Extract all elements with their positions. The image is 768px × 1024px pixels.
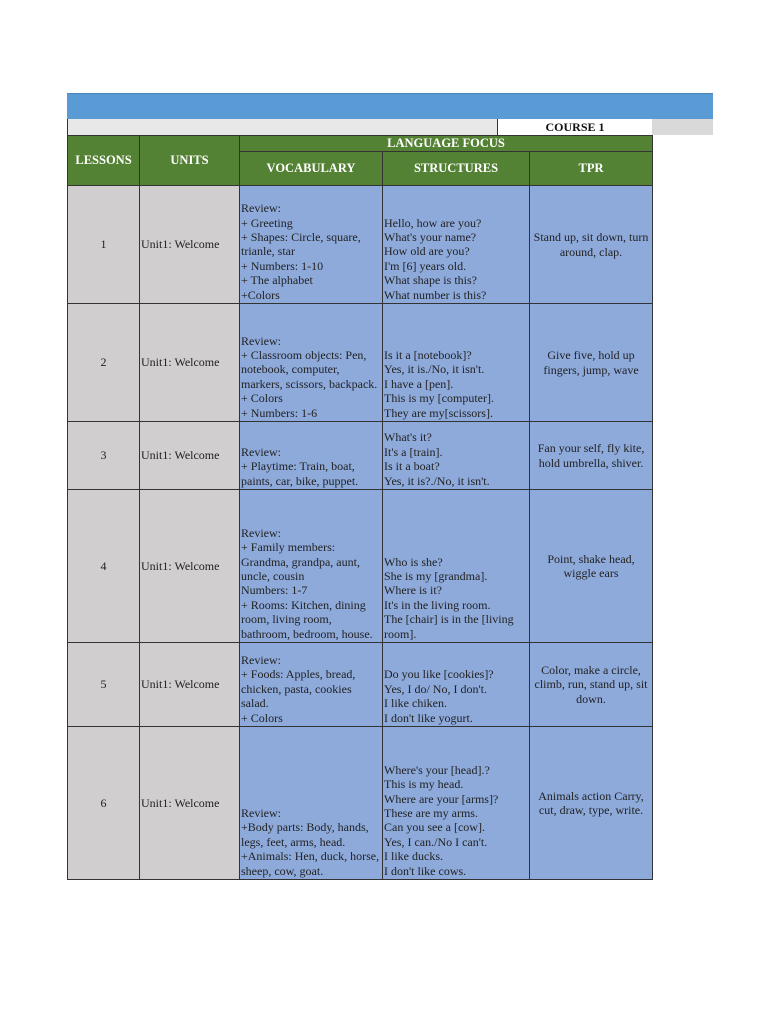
structures-line: Where are your [arms]? — [384, 791, 499, 806]
structures-cell — [383, 727, 530, 880]
tpr-cell: Fan your self, fly kite, hold umbrella, shiver. — [530, 422, 653, 490]
structures-line: Hello, how are you? — [384, 215, 482, 230]
structures-line: How old are you? — [384, 244, 470, 259]
structures-line: The [chair] is in the [living room]. — [384, 612, 514, 641]
vocabulary-line: + The alphabet — [241, 273, 313, 288]
structures-line: These are my arms. — [384, 805, 478, 820]
structures-line: It's a [train]. — [384, 444, 443, 459]
vocabulary-line: +Colors — [241, 287, 280, 302]
structures-line: This is my head. — [384, 777, 464, 792]
structures-line: Yes, I do/ No, I don't. — [384, 681, 487, 696]
vocabulary-line: + Numbers: 1-10 — [241, 258, 324, 273]
tpr-cell: Animals action Carry, cut, draw, type, write. — [530, 727, 653, 880]
unit-name: Unit1: Welcome — [140, 490, 240, 643]
header-structures: STRUCTURES — [383, 152, 530, 186]
lesson-number: 6 — [68, 727, 140, 880]
vocabulary-line: + Numbers: 1-6 — [241, 405, 318, 420]
lesson-number: 1 — [68, 186, 140, 304]
vocabulary-line: +Animals: Hen, duck, horse, sheep, cow, goat. — [241, 849, 380, 878]
structures-line: Is it a boat? — [384, 459, 440, 474]
vocabulary-line: + Foods: Apples, bread, chicken, pasta, cookies salad. — [241, 667, 356, 711]
header-units: UNITS — [140, 136, 240, 186]
course-label: COURSE 1 — [497, 119, 652, 135]
vocabulary-line: + Classroom objects: Pen, notebook, computer, markers, scissors, backpack. — [241, 347, 378, 391]
structures-line: I don't like cows. — [384, 863, 467, 878]
structures-line: This is my [computer]. — [384, 391, 494, 406]
structures-line: What number is this? — [384, 287, 487, 302]
structures-line: Where is it? — [384, 583, 442, 598]
structures-cell — [383, 490, 530, 643]
structures-line: What's your name? — [384, 229, 477, 244]
header-vocabulary: VOCABULARY — [240, 152, 383, 186]
structures-cell — [383, 422, 530, 490]
vocabulary-cell — [240, 304, 383, 422]
structures-line: Where's your [head].? — [384, 762, 490, 777]
structures-line: I have a [pen]. — [384, 376, 454, 391]
table-row — [68, 727, 653, 880]
vocabulary-line: + Rooms: Kitchen, dining room, living room, bathroom, bedroom, house. — [241, 597, 373, 641]
structures-line: What shape is this? — [384, 273, 477, 288]
structures-line: What's it? — [384, 430, 432, 445]
unit-name: Unit1: Welcome — [140, 304, 240, 422]
table-row — [68, 643, 653, 727]
vocabulary-cell — [240, 422, 383, 490]
tpr-cell: Point, shake head, wiggle ears — [530, 490, 653, 643]
structures-line: Can you see a [cow]. — [384, 820, 485, 835]
structures-line: Who is she? — [384, 554, 443, 569]
vocabulary-line: + Playtime: Train, boat, paints, car, bike, puppet. — [241, 459, 359, 488]
structures-cell — [383, 304, 530, 422]
table-row — [68, 490, 653, 643]
vocabulary-cell — [240, 643, 383, 727]
lesson-number: 3 — [68, 422, 140, 490]
structures-line: Yes, it is?./No, it isn't. — [384, 473, 490, 488]
header-tpr: TPR — [530, 152, 653, 186]
vocabulary-line: + Greeting — [241, 215, 293, 230]
structures-line: I like chiken. — [384, 696, 447, 711]
structures-line: It's in the living room. — [384, 597, 491, 612]
vocabulary-line: Review: — [241, 444, 281, 459]
unit-name: Unit1: Welcome — [140, 186, 240, 304]
structures-line: Yes, I can./No I can't. — [384, 834, 488, 849]
vocabulary-line: + Colors — [241, 710, 283, 725]
structures-cell — [383, 643, 530, 727]
table-row — [68, 304, 653, 422]
vocabulary-line: + Family members: Grandma, grandpa, aunt, uncle, cousin — [241, 540, 360, 583]
header-language-focus: LANGUAGE FOCUS — [240, 136, 653, 152]
tpr-cell: Give five, hold up fingers, jump, wave — [530, 304, 653, 422]
course-band — [67, 119, 713, 135]
structures-line: Yes, it is./No, it isn't. — [384, 362, 485, 377]
table-row — [68, 422, 653, 490]
vocabulary-line: + Colors — [241, 391, 283, 406]
table-row — [68, 186, 653, 304]
structures-cell — [383, 186, 530, 304]
vocabulary-line: Review: — [241, 201, 281, 216]
lesson-number: 2 — [68, 304, 140, 422]
structures-line: They are my[scissors]. — [384, 405, 493, 420]
vocabulary-cell — [240, 490, 383, 643]
structures-line: I don't like yogurt. — [384, 710, 473, 725]
vocabulary-line: Review: — [241, 333, 281, 348]
vocabulary-cell — [240, 186, 383, 304]
vocabulary-line: + Shapes: Circle, square, trianle, star — [241, 229, 361, 259]
structures-line: Is it a [notebook]? — [384, 347, 472, 362]
header-lessons: LESSONS — [68, 136, 140, 186]
vocabulary-line: +Body parts: Body, hands, legs, feet, arms, head. — [241, 820, 369, 849]
vocabulary-line: Review: — [241, 652, 281, 667]
structures-line: I'm [6] years old. — [384, 258, 467, 273]
vocabulary-line: Review: — [241, 805, 281, 820]
unit-name: Unit1: Welcome — [140, 727, 240, 880]
structures-line: I like ducks. — [384, 849, 443, 864]
lesson-number: 4 — [68, 490, 140, 643]
lesson-plan-table — [67, 135, 653, 880]
vocabulary-cell — [240, 727, 383, 880]
title-band — [67, 93, 713, 120]
unit-name: Unit1: Welcome — [140, 643, 240, 727]
tpr-cell: Stand up, sit down, turn around, clap. — [530, 186, 653, 304]
structures-line: She is my [grandma]. — [384, 568, 488, 583]
unit-name: Unit1: Welcome — [140, 422, 240, 490]
structures-line: Do you like [cookies]? — [384, 667, 494, 682]
lesson-number: 5 — [68, 643, 140, 727]
vocabulary-line: Numbers: 1-7 — [241, 583, 308, 598]
vocabulary-line: Review: — [241, 525, 281, 540]
tpr-cell: Color, make a circle, climb, run, stand up, sit down. — [530, 643, 653, 727]
